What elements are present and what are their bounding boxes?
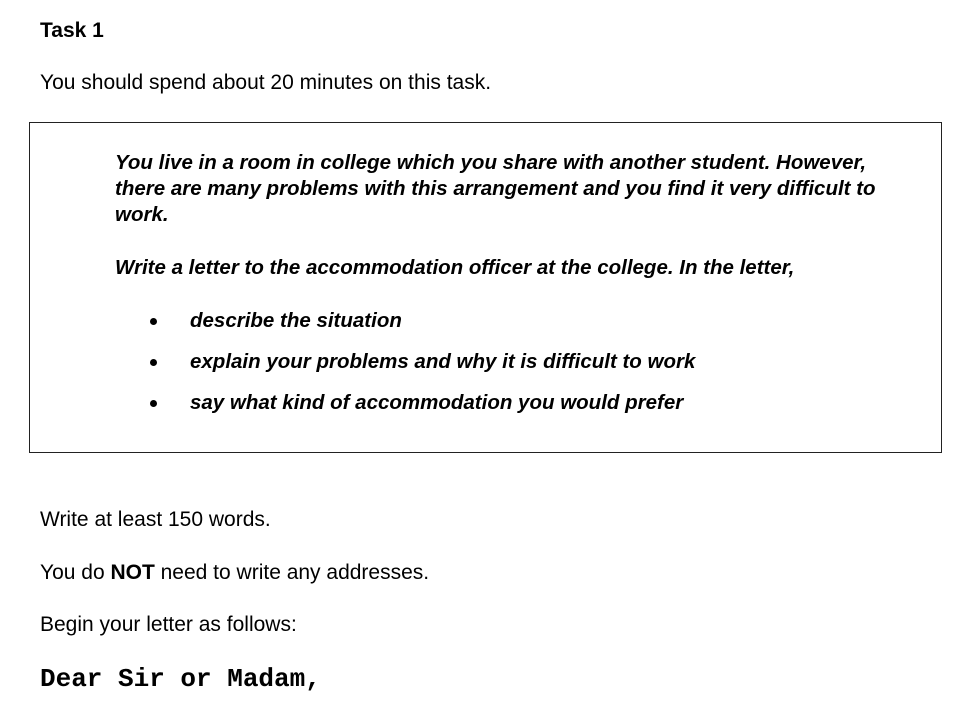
begin-instruction: Begin your letter as follows: — [40, 613, 297, 636]
letter-instruction: Write a letter to the accommodation officer at the college. In the letter, — [115, 256, 795, 279]
scenario-text: You live in a room in college which you share with another student. However, there are many problems with this arrangement and you find it very difficult to work. — [115, 151, 876, 226]
task-prompt-box — [29, 122, 942, 453]
bullet-icon — [150, 318, 157, 325]
letter-greeting: Dear Sir or Madam, — [40, 664, 321, 694]
word-count-instruction: Write at least 150 words. — [40, 508, 271, 531]
time-instruction: You should spend about 20 minutes on this task. — [40, 71, 492, 94]
addresses-emphasis: NOT — [110, 561, 155, 584]
bullet-icon — [150, 400, 157, 407]
bullet-icon — [150, 359, 157, 366]
addresses-instruction — [40, 561, 429, 585]
task-title: Task 1 — [40, 19, 104, 42]
addresses-text-before: You do — [40, 561, 111, 584]
bullet-text: explain your problems and why it is difficult to work — [190, 350, 696, 373]
addresses-text-after: need to write any addresses. — [154, 561, 430, 584]
bullet-text: say what kind of accommodation you would prefer — [190, 391, 684, 414]
bullet-text: describe the situation — [190, 309, 402, 332]
